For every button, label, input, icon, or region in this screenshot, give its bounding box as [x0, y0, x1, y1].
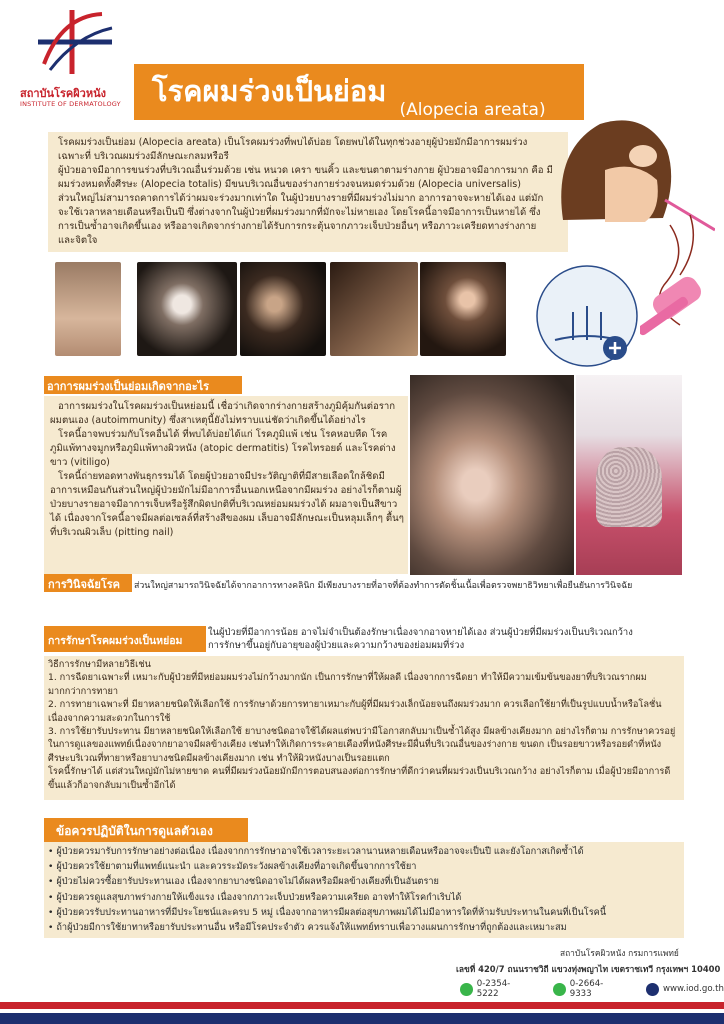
website-contact[interactable]: www.iod.go.th — [646, 979, 724, 999]
phone-icon — [460, 983, 473, 996]
bottom-stripe-navy — [0, 1013, 724, 1024]
treatment-item: 3. การใช้ยารับประทาน มียาหลายชนิดให้เลือกใช้ ยาบางชนิดอาจใช้ได้ผลแต่พบว่ามีโอกาสกลับมาเป็นซ้ำได้สูง มีผลข้างเคียงมาก อย่างไรก็ตาม การรักษาควรอยู่ในการดูแลของแพทย์เนื่องจากยาอาจมีผลข้างเคียง เช่นทำให้เกิดการระคายเคืองที่หนังศีรษะมีผื่นที่บริเวณอื่นของร่างกาย ขนดก เป็นรอยขาวหรือรอยดำที่หนังศีรษะบริเวณที่ทายาหรือยาบางชนิดมีผลข้างเคียงมาก เช่น ทำให้ผิวหนังบางเป็นรอยแตก — [48, 726, 676, 764]
treatment-text — [48, 658, 678, 792]
hair-photo-1 — [55, 262, 121, 356]
hair-photo-5 — [420, 262, 506, 356]
logo-name-en: INSTITUTE OF DERMATOLOGY — [20, 100, 121, 108]
institute-logo-icon — [32, 6, 118, 78]
globe-icon — [646, 983, 659, 996]
pitted-nail — [596, 447, 662, 527]
treatment-note: ในผู้ป่วยที่มีอาการน้อย อาจไม่จำเป็นต้องรักษาเนื่องจากอาจหายได้เอง ส่วนผู้ป่วยที่มีผมร่วงเป็นบริเวณกว้าง การรักษาขึ้นอยู่กับอายุของผู้ป่วยและความกว้างของย่อมผมที่ร่วง — [208, 627, 633, 651]
phone-contact: 0-2354-5222 — [460, 979, 531, 999]
treatment-item: 2. การทายาเฉพาะที่ มียาหลายชนิดให้เลือกใช้ การรักษาด้วยการทายาเหมาะกับผู้ที่มีผมร่วงเล็กน้อยจนถึงผมร่วงมาก ควรเลือกใช้ยาที่เป็นรูปแบบน้ำหรือโลชั่น เนื่องจากความสะดวกในการใช้ — [48, 699, 662, 724]
scalp-photo — [410, 375, 574, 575]
logo — [14, 6, 134, 116]
treatment-heading: การรักษาโรคผมร่วงเป็นหย่อม — [48, 635, 183, 647]
fax-contact: 0-2664-9333 — [553, 979, 624, 999]
causes-text — [50, 400, 404, 540]
causes-paragraph: โรคนี้อาจพบร่วมกับโรคอื่นได้ ที่พบได้บ่อยได้แก่ โรคภูมิแพ้ เช่น โรคหอบหืด โรคภูมิแพ้ทางจมูกหรือภูมิแพ้ทางผิวหนัง (atopic dermatitis) โรคไทรอยด์ และโรคด่างขาว (vitiligo) — [50, 429, 396, 468]
intro-text — [58, 136, 553, 248]
nail-photo — [576, 375, 682, 575]
page-title-en: (Alopecia areata) — [399, 100, 546, 120]
page-title — [152, 68, 546, 120]
treatment-item: โรคนี้รักษาได้ แต่ส่วนใหญ่มักไม่หายขาด คนที่มีผมร่วงน้อยมักมีการตอบสนองต่อการรักษาที่ดีกว่าคนที่ผมร่วงเป็นบริเวณกว้าง อย่างไรก็ตาม เมื่อผู้ป่วยมีอาการดีขึ้นแล้วก็อาจกลับมาเป็นซ้ำอีกได้ — [48, 766, 671, 791]
diagnosis-heading: การวินิจฉัยโรค — [48, 578, 120, 591]
advice-item: • ผู้ป่วยควรใช้ยาตามที่แพทย์แนะนำ และควรระมัดระวังผลข้างเคียงที่อาจเกิดขึ้นจากการใช้ยา — [48, 861, 417, 873]
advice-item: • ผู้ป่วยควรดูแลสุขภาพร่างกายให้แข็งแรง เนื่องจากภาวะเจ็บป่วยหรือความเครียด อาจทำให้โรคกำเริบได้ — [48, 891, 462, 903]
intro-paragraph: ผู้ป่วยอาจมีอาการขนร่วงที่บริเวณอื่นร่วมด้วย เช่น หนวด เครา ขนคิ้ว และขนตาตามร่างกาย ผู้ป่วยอาจมีอาการมาก คือ มีผมร่วงหมดทั้งศีรษะ (Alopecia totalis) มีขนบริเวณอื่นของร่างกายร่วงจนหมดร่วมด้วย (Alopecia universalis) — [58, 165, 553, 190]
intro-paragraph: ส่วนใหญ่ไม่สามารถคาดการได้ว่าผมจะร่วงมากเท่าใด ในผู้ป่วยบางรายที่มีผมร่วงไม่มาก อาการอาจจะหายได้เอง แต่มักจะใช้เวลาหลายเดือนหรือเป็นปี ซึ่งต่างจากในผู้ป่วยที่ผมร่วงมากที่มักจะไม่หายเอง โดยโรคนี้อาจมีอาการเป็นหายได้ ซึ่งการเป็นซ้ำอาจเกิดขึ้นเอง หรืออาจเกิดจากร่างกายได้รับการกระตุ้นจากภาวะเจ็บป่วยอื่นๆ หรือภาวะเครียดทางร่างกาย และจิตใจ — [58, 193, 544, 246]
footer-address: เลขที่ 420/7 ถนนราชวิถี แขวงทุ่งพญาไท เขตราชเทวี กรุงเทพฯ 10400 — [456, 964, 721, 974]
page-title-th: โรคผมร่วงเป็นย่อม — [152, 74, 387, 108]
bottom-stripe-red — [0, 1002, 724, 1009]
advice-list — [48, 844, 680, 935]
causes-heading: อาการผมร่วงเป็นย่อมเกิดจากอะไร — [47, 380, 210, 393]
footer-contacts — [460, 979, 724, 999]
intro-paragraph: โรคผมร่วงเป็นย่อม (Alopecia areata) เป็นโรคผมร่วงที่พบได้บ่อย โดยพบได้ในทุกช่วงอายุผู้ป่วยมักมีอาการผมร่วงเฉพาะที่ บริเวณผมร่วงมีลักษณะกลมหรือรี — [58, 137, 528, 162]
advice-heading: ข้อควรปฏิบัติในการดูแลตัวเอง — [56, 824, 213, 838]
comb-icon — [640, 215, 720, 365]
advice-item: • ถ้าผู้ป่วยมีการใช้ยาทาหรือยารับประทานอื่น หรือมีโรคประจำตัว ควรแจ้งให้แพทย์ทราบเพื่อวางแผนการรักษาที่ถูกต้องและเหมาะสม — [48, 922, 567, 934]
hair-photo-4 — [330, 262, 418, 356]
causes-paragraph: โรคนี้ถ่ายทอดทางพันธุกรรมได้ โดยผู้ป่วยอาจมีประวัติญาติที่มีสายเลือดใกล้ชิดมีอาการเหมือนกันส่วนใหญ่ผู้ป่วยมักไม่มีอาการอื่นนอกเหนือจากมีผมร่วง อย่างไรก็ตามผู้ป่วยบางรายอาจมีอาการเจ็บหรือรู้สึกผิดปกติที่บริเวณหย่อมผมร่วงได้ ผมอาจเป็นสีขาวได้ เนื่องจากโรคนี้อาจมีผลต่อเซลล์ที่สร้างสีของผม เล็บอาจมีลักษณะเป็นหลุมเล็กๆ ตื้นๆที่บริเวณผิวเล็บ (pitting nail) — [50, 471, 404, 538]
diagnosis-text: ส่วนใหญ่สามารถวินิจฉัยได้จากอาการทางคลินิก มีเพียงบางรายที่อาจที่ต้องทำการตัดชิ้นเนื้อเพื่อตรวจพยาธิวิทยาเพื่อยืนยันการวินิจฉัย — [134, 581, 633, 591]
advice-item: • ผู้ป่วยไม่ควรซื้อยารับประทานเอง เนื่องจากยาบางชนิดอาจไม่ได้ผลหรือมีผลข้างเคียงที่เป็นอันตราย — [48, 876, 439, 888]
logo-name-th: สถาบันโรคผิวหนัง — [20, 87, 106, 100]
hair-photo-3 — [240, 262, 326, 356]
hair-photo-2 — [137, 262, 237, 356]
footer-org: สถาบันโรคผิวหนัง กรมการแพทย์ — [560, 948, 679, 958]
phone-icon — [553, 983, 566, 996]
causes-paragraph: อาการผมร่วงในโรคผมร่วงเป็นหย่อมนี้ เชื่อว่าเกิดจากร่างกายสร้างภูมิคุ้มกันต่อรากผมตนเอง (autoimmunity) ซึ่งสาเหตุนี้ยังไม่ทราบแน่ชัดว่าเกิดขึ้นได้อย่างไร — [50, 401, 396, 426]
hair-follicle-icon — [533, 262, 641, 370]
treatment-item: 1. การฉีดยาเฉพาะที่ เหมาะกับผู้ป่วยที่มีหย่อมผมร่วงไม่กว้างมากนัก เป็นการรักษาที่ให้ผลดี เนื่องจากการฉีดยา ทำให้มีความเข้มข้นของยาที่บริเวณรากผมมากกว่าการทายา — [48, 672, 647, 697]
advice-item: • ผู้ป่วยควรรับประทานอาหารที่มีประโยชน์และครบ 5 หมู่ เนื่องจากอาหารมีผลต่อสุขภาพผมได้ไม่มีอาหารใดที่ห้ามรับประทานในคนที่เป็นโรคนี้ — [48, 906, 607, 918]
advice-item: • ผู้ป่วยควรมารับการรักษาอย่างต่อเนื่อง เนื่องจากการรักษาอาจใช้เวลาระยะเวลานานหลายเดือนหรืออาจจะเป็นปี และยังโอกาสเกิดซ้ำได้ — [48, 846, 584, 857]
treatment-intro: วิธีการรักษามีหลายวิธีเช่น — [48, 659, 151, 670]
